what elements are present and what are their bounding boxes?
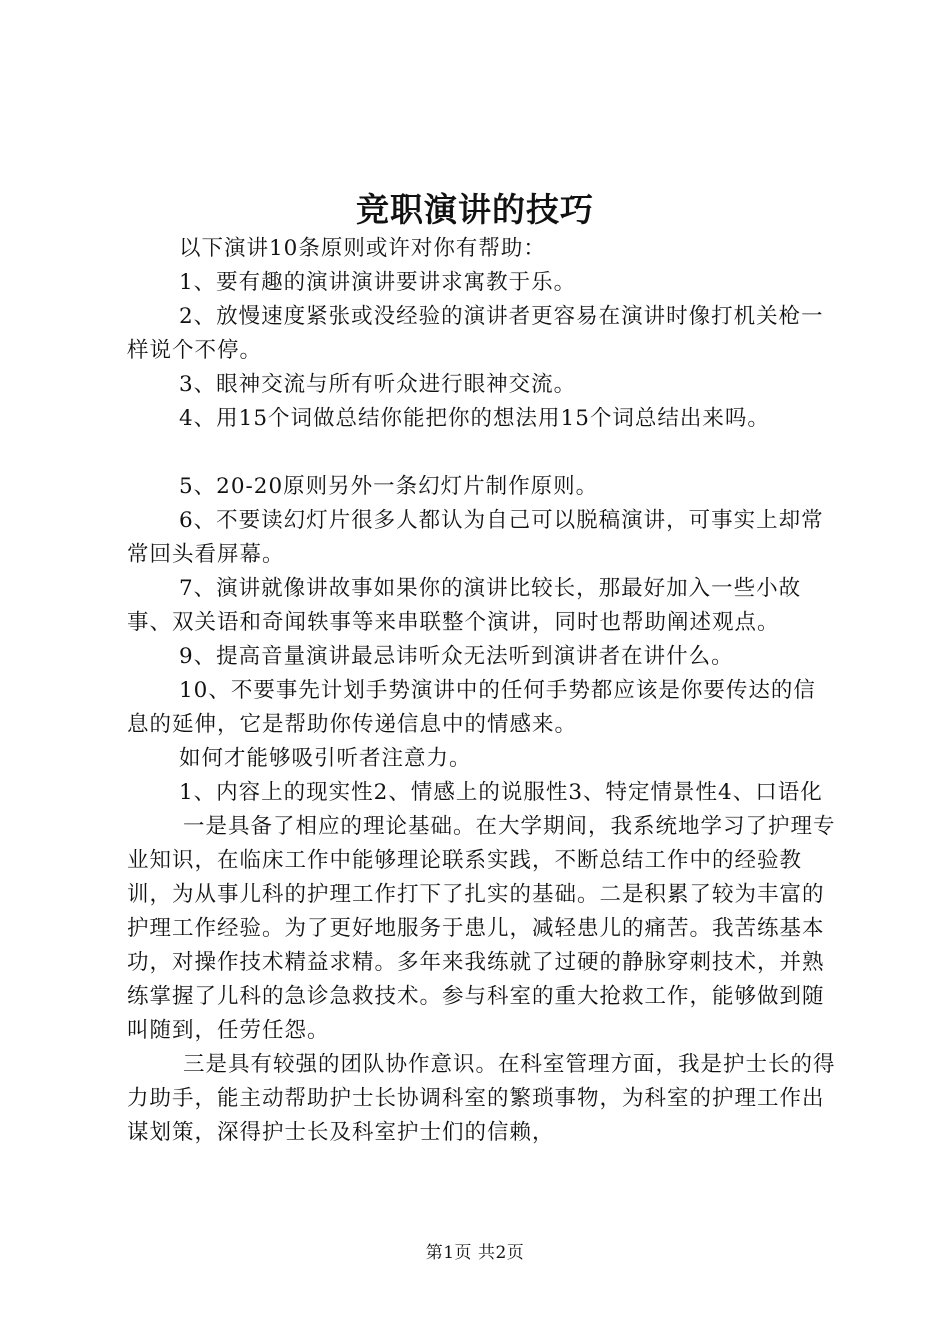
paragraph-attention: 如何才能够吸引听者注意力。 <box>179 746 472 771</box>
paragraph-experience-2: 三是具有较强的团队协作意识。在科室管理方面，我是护士长的得力助手，能主动帮助护士长协调科室的繁琐事物，为科室的护理工作出谋划策，深得护士长及科室护士们的信赖， <box>127 1052 836 1145</box>
document-body <box>127 232 837 1150</box>
paragraph-rule-5: 5、20-20原则另外一条幻灯片制作原则。 <box>179 474 599 499</box>
paragraph-rule-4: 4、用15个词做总结你能把你的想法用15个词总结出来吗。 <box>179 406 770 431</box>
paragraph-rule-10: 10、不要事先计划手势演讲中的任何手势都应该是你要传达的信息的延伸，它是帮助你传递信息中的情感来。 <box>127 678 816 737</box>
paragraph-rule-6: 6、不要读幻灯片很多人都认为自己可以脱稿演讲，可事实上却常常回头看屏幕。 <box>127 508 824 567</box>
paragraph-rule-1: 1、要有趣的演讲演讲要讲求寓教于乐。 <box>179 270 577 295</box>
paragraph-rule-7: 7、演讲就像讲故事如果你的演讲比较长，那最好加入一些小故事、双关语和奇闻轶事等来串联整个演讲，同时也帮助阐述观点。 <box>127 576 802 635</box>
document-title: 竞职演讲的技巧 <box>356 190 594 229</box>
paragraph-rule-9: 9、提高音量演讲最忌讳听众无法听到演讲者在讲什么。 <box>179 644 734 669</box>
paragraph-attention-points: 1、内容上的现实性2、情感上的说服性3、特定情景性4、口语化 <box>179 780 823 805</box>
paragraph-rule-3: 3、眼神交流与所有听众进行眼神交流。 <box>179 372 577 397</box>
page-footer: 第1页 共2页 <box>425 1243 525 1263</box>
paragraph-intro: 以下演讲10条原则或许对你有帮助： <box>179 236 546 261</box>
paragraph-rule-2: 2、放慢速度紧张或没经验的演讲者更容易在演讲时像打机关枪一样说个不停。 <box>127 304 824 363</box>
paragraph-experience-1: 一是具备了相应的理论基础。在大学期间，我系统地学习了护理专业知识，在临床工作中能够理论联系实践，不断总结工作中的经验教训，为从事儿科的护理工作打下了扎实的基础。二是积累了较为丰富的护理工作经验。为了更好地服务于患儿，减轻患儿的痛苦。我苦练基本功，对操作技术精益求精。多年来我练就了过硬的静脉穿刺技术，并熟练掌握了儿科的急诊急救技术。参与科室的重大抢救工作，能够做到随叫随到，任劳任怨。 <box>127 814 836 1043</box>
